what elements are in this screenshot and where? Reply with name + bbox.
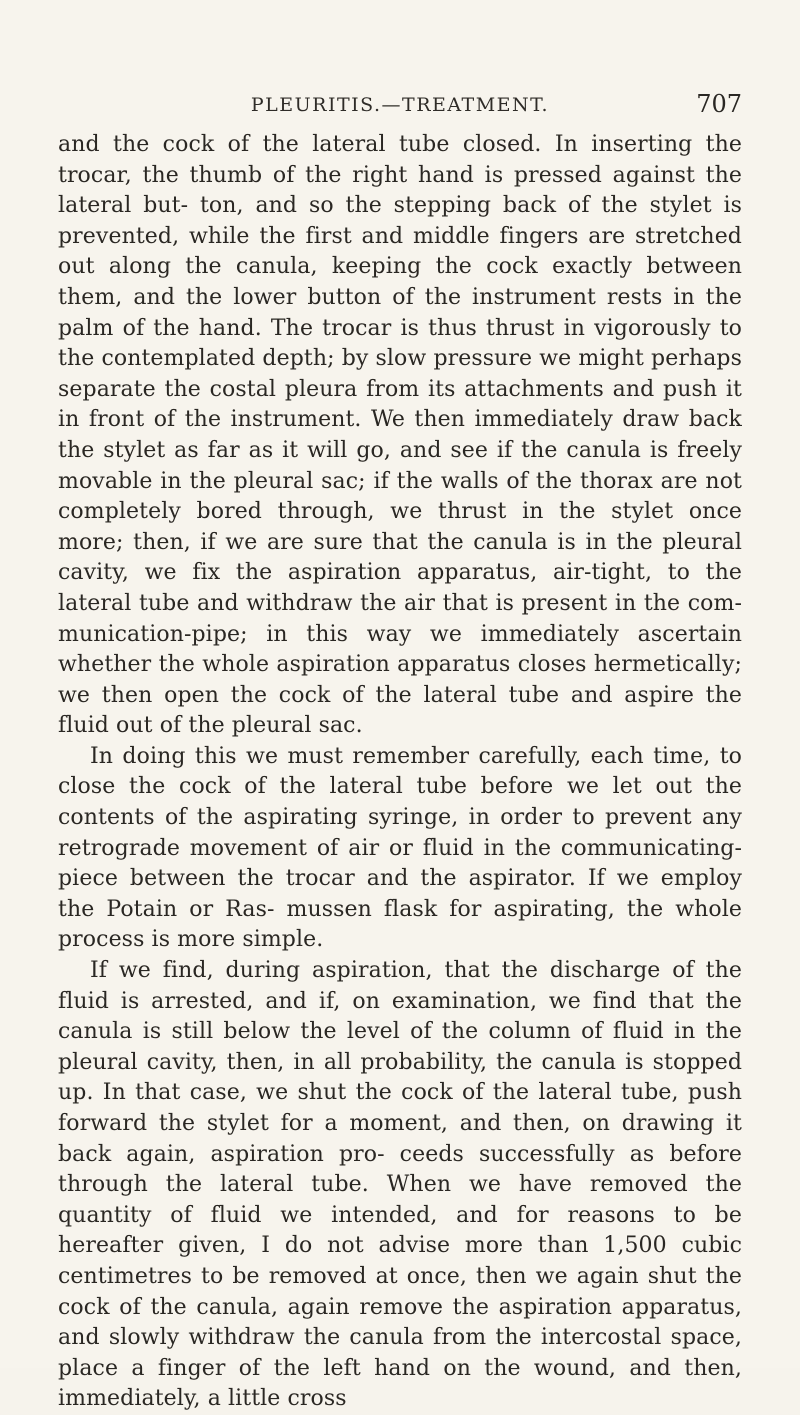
page-number: 707 — [696, 90, 742, 118]
paragraph-2: In doing this we must remember carefully, each time, to close the cock of the lateral tube before we let out the contents of the aspirating syringe, in order to prevent any retrograde movement of air or fluid in the communicating-piece between the trocar and the aspirator. If we employ the Potain or Ras- mussen flask for aspirating, the whole process is more simple. — [58, 743, 742, 953]
paragraph-3: If we find, during aspiration, that the discharge of the fluid is arrested, and if, on examination, we find that the canula is still below the level of the column of fluid in the pleural cavity, then, in all probability, the canula is stopped up. In that case, we shut the cock of the lateral tube, push forward the stylet for a moment, and then, on drawing it back again, aspiration pro- ceeds successfully as before through the lateral tube. When we have removed the quantity of fluid we intended, and for reasons to be hereafter given, I do not advise more than 1,500 cubic centimetres to be removed at once, then we again shut the cock of the canula, again remove the aspiration apparatus, and slowly withdraw the canula from the intercostal space, place a finger of the left hand on the wound, and then, immediately, a little cross — [58, 958, 742, 1412]
body-text — [58, 130, 742, 1415]
running-head — [58, 90, 742, 124]
running-title: PLEURITIS.—TREATMENT. — [250, 94, 550, 116]
paragraph-1: and the cock of the lateral tube closed. In inserting the trocar, the thumb of the right hand is pressed against the lateral but- ton, and so the stepping back of the stylet is prevented, while the first and middle fingers are stretched out along the canula, keeping the cock exactly between them, and the lower button of the instrument rests in the palm of the hand. The trocar is thus thrust in vigorously to the contemplated depth; by slow pressure we might perhaps separate the costal pleura from its attachments and push it in front of the instrument. We then immediately draw back the stylet as far as it will go, and see if the canula is freely movable in the pleural sac; if the walls of the thorax are not completely bored through, we thrust in the stylet once more; then, if we are sure that the canula is in the pleural cavity, we fix the aspiration apparatus, air-tight, to the lateral tube and withdraw the air that is present in the com- munication-pipe; in this way we immediately ascertain whether the whole aspiration apparatus closes hermetically; we then open the cock of the lateral tube and aspire the fluid out of the pleural sac. — [58, 132, 742, 739]
